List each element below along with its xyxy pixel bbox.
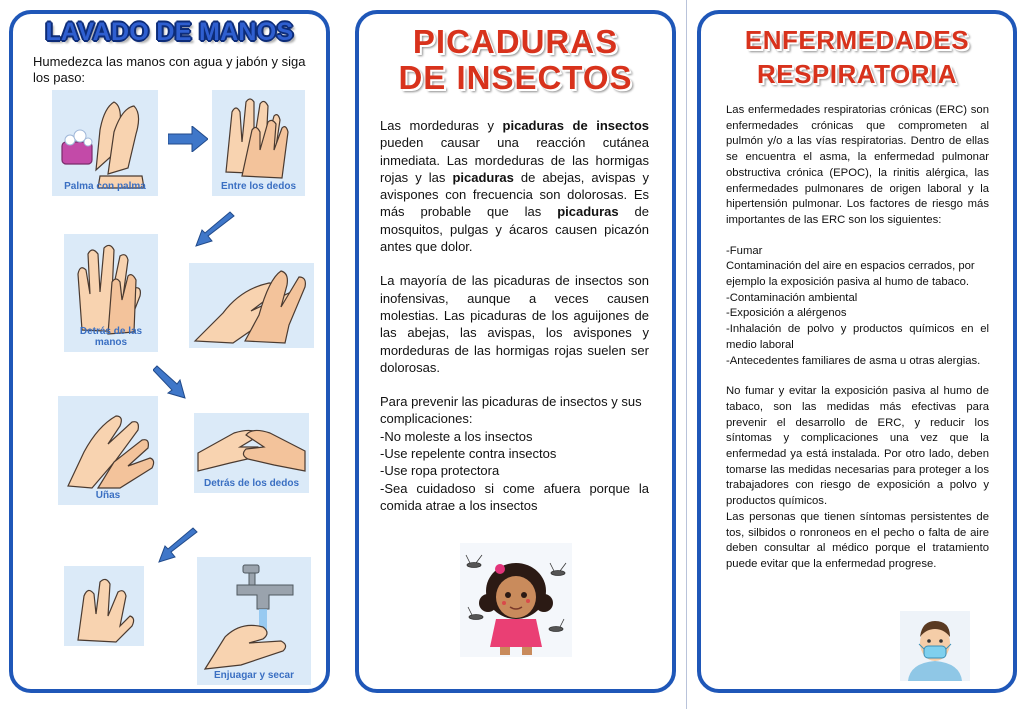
step-back-of-fingers bbox=[194, 413, 309, 493]
handwashing-title: LAVADO DE MANOS bbox=[45, 18, 294, 46]
step-rinse-and-dry bbox=[197, 557, 311, 685]
risk-item: -Inhalación de polvo y productos químicos en el medio laboral bbox=[726, 323, 989, 351]
face-mask-person-illustration bbox=[900, 611, 970, 681]
insect-bites-title bbox=[359, 24, 672, 97]
respiratory-title bbox=[701, 24, 1013, 92]
step-rub-palms bbox=[189, 263, 314, 348]
risk-item: -Fumar bbox=[726, 244, 763, 257]
respiratory-paragraph-1: Las enfermedades respiratorias crónicas (ERC) son enfermedades crónicas que comprometen al pulmón y/o a las vías respiratorias. Dentro de ellas se encuentra el asma, la enfermedad pulmonar obstructiva crónica (EPOC), la rinitis alérgica, las enfermedades pulmonares de origen laboral y la hipertensión pulmonar. Los factores de riesgo más importantes de las ERC son los siguientes: bbox=[726, 104, 989, 226]
risk-item: -Exposición a alérgenos bbox=[726, 307, 847, 320]
nails-hands-icon bbox=[58, 396, 158, 505]
risk-item: Contaminación del aire en espacios cerrados, por ejemplo la exposición pasiva al humo de tabaco. bbox=[726, 260, 975, 289]
step-palm-to-palm bbox=[52, 90, 158, 196]
respiratory-paragraph-3: Las personas que tienen síntomas persistentes de tos, silbidos o ronroneos en el pecho o falta de aire deben consultar al médico porque el tratamiento puede evitar que la enfermedad progrese. bbox=[726, 510, 989, 570]
title-line-2: DE INSECTOS bbox=[398, 59, 633, 97]
risk-item: -Contaminación ambiental bbox=[726, 291, 858, 304]
arrow-down-right-icon bbox=[153, 364, 187, 400]
arrow-right-icon bbox=[168, 126, 208, 152]
rubbing-hands-icon bbox=[189, 263, 314, 348]
step-label: Palma con palma bbox=[64, 181, 146, 192]
insect-paragraph-2: La mayoría de las picaduras de insectos son inofensivas, aunque a veces causen molestias. Las picaduras de los aguijones de las abejas, las avispas, los avispones y mordeduras de las hormigas rojas suelen ser dolorosas. bbox=[380, 273, 649, 375]
insect-bites-text bbox=[380, 117, 649, 514]
girl-with-mosquitoes-illustration bbox=[460, 543, 572, 657]
insect-prevention-intro: Para prevenir las picaduras de insectos y sus complicaciones: bbox=[380, 394, 642, 427]
soap-icon bbox=[62, 130, 92, 164]
risk-item: -Antecedentes familiares de asma u otras alergias. bbox=[726, 354, 981, 367]
fold-line bbox=[686, 0, 687, 709]
insect-paragraph-1: Las mordeduras y picaduras de insectos pueden causar una reacción cutánea inmediata. Las mordeduras de las hormigas rojas y las picaduras de abejas, avispas y avispones con frecuencia son dolorosas. Es más probable que las picaduras de mosquitos, pulgas y ácaros causen picazón antes que dolor. bbox=[380, 118, 649, 255]
step-label: Detrás de los dedos bbox=[203, 478, 300, 489]
step-label: Uñas bbox=[95, 490, 121, 501]
step-back-of-hands bbox=[64, 234, 158, 352]
insect-bites-panel bbox=[355, 10, 676, 693]
title-line-2: RESPIRATORIA bbox=[756, 58, 958, 89]
tip-item: -Sea cuidadoso si come afuera porque la comida atrae a los insectos bbox=[380, 480, 649, 513]
respiratory-paragraph-2: No fumar y evitar la exposición pasiva al humo de tabaco, son las medidas más efectivas para prevenir el desarrollo de ERC, y reducir los síntomas y complicaciones una vez que la enfermedad ya está instalada. Por otro lado, deben tomarse las medidas necesarias para proteger a los trabajadores con riesgo de exposición a polvo y productos químicos. bbox=[726, 385, 989, 508]
step-thumbs bbox=[64, 566, 144, 646]
arrow-down-left-icon bbox=[157, 526, 199, 564]
tip-item: -No moleste a los insectos bbox=[380, 428, 533, 444]
step-label: Enjuagar y secar bbox=[213, 670, 295, 681]
tip-item: -Use repelente contra insectos bbox=[380, 446, 557, 462]
step-label: Detrás de las manos bbox=[79, 326, 143, 348]
step-between-fingers bbox=[212, 90, 305, 196]
step-nails bbox=[58, 396, 158, 505]
rinse-hands-icon bbox=[197, 557, 311, 685]
thumb-rub-hands-icon bbox=[64, 566, 144, 646]
tip-item: -Use ropa protectora bbox=[380, 463, 500, 479]
step-label: Entre los dedos bbox=[220, 181, 296, 192]
respiratory-panel bbox=[697, 10, 1017, 693]
title-line-1: PICADURAS bbox=[412, 23, 619, 60]
arrow-down-left-icon bbox=[194, 210, 236, 248]
respiratory-text bbox=[726, 103, 989, 573]
title-line-1: ENFERMEDADES bbox=[744, 25, 970, 55]
faucet-icon bbox=[237, 565, 293, 609]
handwashing-panel bbox=[9, 10, 330, 693]
handwashing-intro: Humedezca las manos con agua y jabón y siga los paso: bbox=[33, 54, 306, 85]
